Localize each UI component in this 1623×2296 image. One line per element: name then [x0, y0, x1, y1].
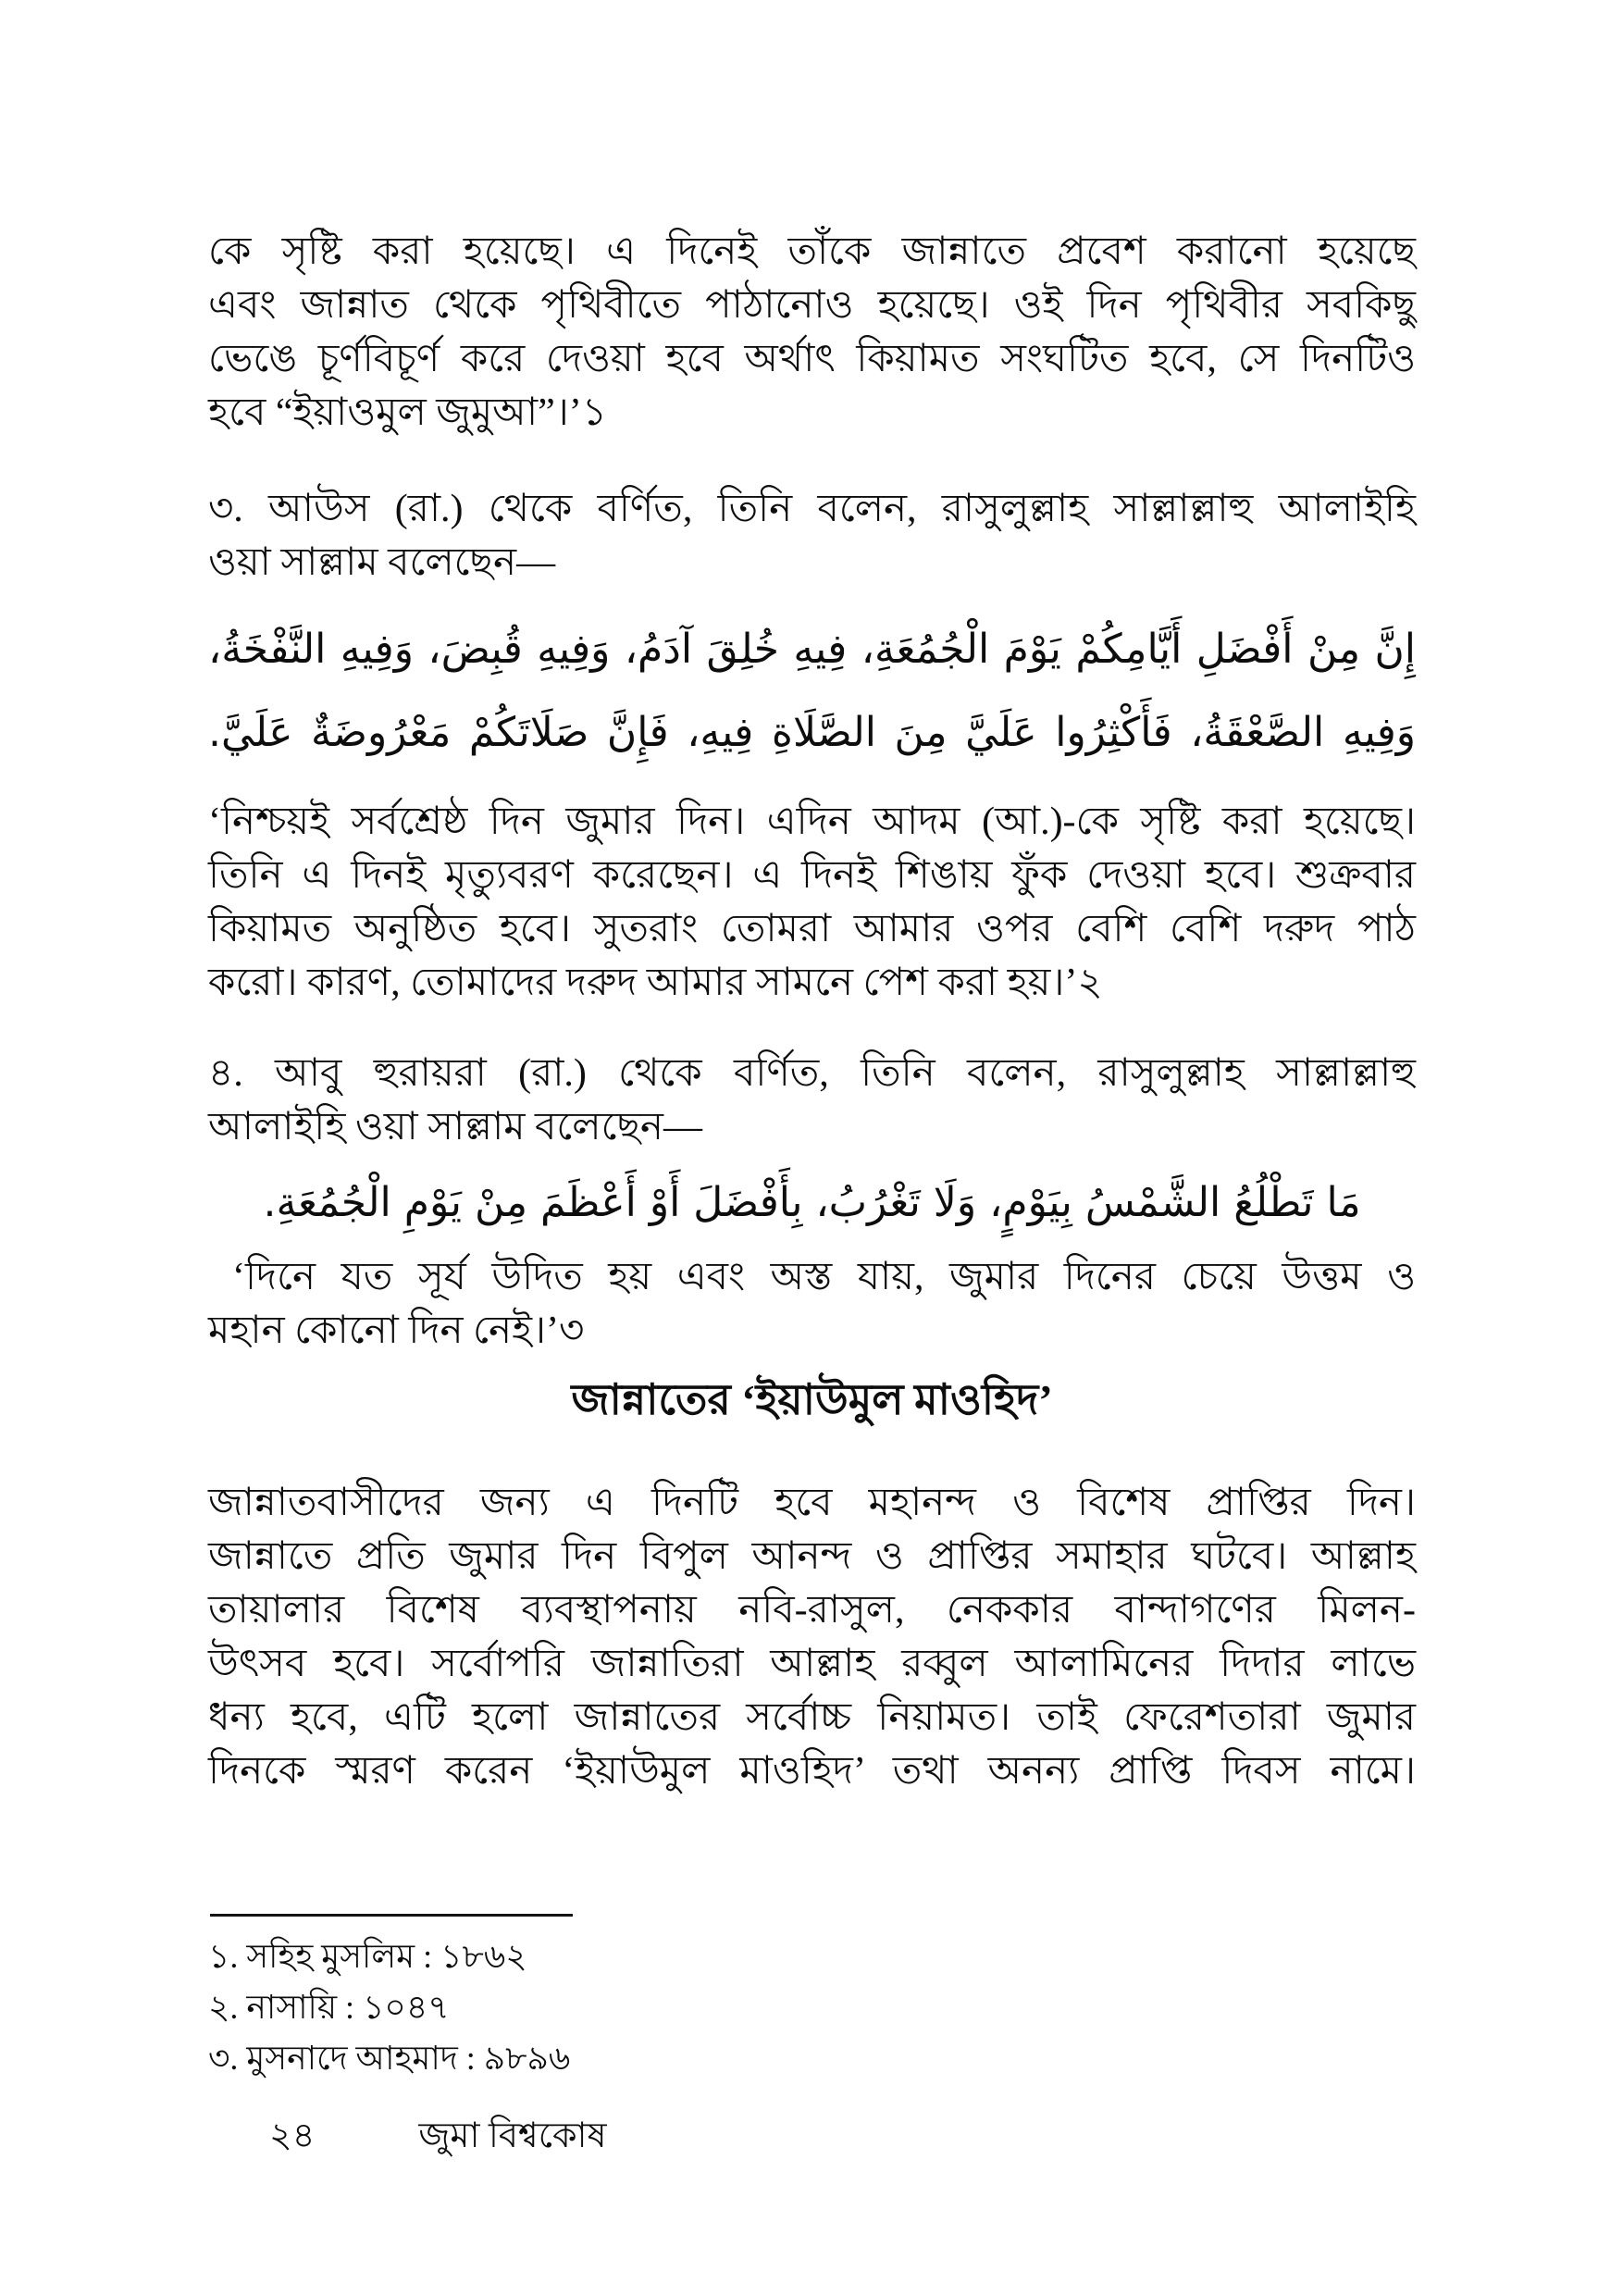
- text-line: এবং জান্নাত থেকে পৃথিবীতে পাঠানোও হয়েছে। ওই দিন পৃথিবীর সবকিছু: [208, 284, 1416, 327]
- arabic-quote-hadith-4: [208, 1161, 1416, 1245]
- text-line: মহান কোনো দিন নেই।’৩: [208, 1309, 585, 1352]
- text-line: ভেঙে চূর্ণবিচূর্ণ করে দেওয়া হবে অর্থাৎ কিয়ামত সংঘটিত হবে, সে দিনটিও: [208, 338, 1416, 380]
- text-line: তায়ালার বিশেষ ব্যবস্থাপনায় নবি-রাসুল, নেককার বান্দাগণের মিলন-: [208, 1589, 1416, 1632]
- text-line: দিনকে স্মরণ করেন ‘ইয়াউমুল মাওহিদ’ তথা অনন্য প্রাপ্তি দিবস নামে।: [208, 1750, 1416, 1793]
- paragraph-intro: [208, 225, 1416, 440]
- arabic-line: مَا تَطْلُعُ الشَّمْسُ بِيَوْمٍ، وَلَا تَغْرُبُ، بِأَفْضَلَ أَوْ أَعْظَمَ مِنْ يَوْمِ الْجُمُعَةِ.: [263, 1179, 1361, 1226]
- text-line: ৩. আউস (রা.) থেকে বর্ণিত, তিনি বলেন, রাসুলুল্লাহ সাল্লাল্লাহু আলাইহি: [208, 488, 1416, 530]
- text-line: ওয়া সাল্লাম বলেছেন—: [208, 541, 556, 584]
- book-title: জুমা বিশ্বকোষ: [418, 2116, 607, 2155]
- arabic-line: وَفِيهِ الصَّعْقَةُ، فَأَكْثِرُوا عَلَيَّ مِنَ الصَّلَاةِ فِيهِ، فَإِنَّ صَلَاتَكُمْ مَعْرُوضَةٌ عَلَيَّ.: [208, 709, 1416, 756]
- paragraph-hadith-4-translation: [208, 1250, 1416, 1358]
- text-line: ‘দিনে যত সূর্য উদিত হয় এবং অস্ত যায়, জুমার দিনের চেয়ে উত্তম ও: [232, 1256, 1416, 1298]
- arabic-quote-hadith-3: [208, 608, 1416, 775]
- footnote-divider: [210, 1914, 573, 1917]
- text-line: আলাইহি ওয়া সাল্লাম বলেছেন—: [208, 1106, 702, 1148]
- text-line: হবে “ইয়াওমুল জুমুআ”।’১: [208, 391, 608, 434]
- text-line: ধন্য হবে, এটি হলো জান্নাতের সর্বোচ্চ নিয়ামত। তাই ফেরেশতারা জুমার: [208, 1696, 1416, 1739]
- footnote-item: ২. নাসায়ি : ১০৪৭: [208, 1989, 450, 2026]
- footnote-item: ১. সহিহ মুসলিম : ১৮৬২: [208, 1938, 527, 1975]
- paragraph-hadith-3-intro: [208, 482, 1416, 590]
- page-number: ২৪: [269, 2116, 316, 2155]
- text-line: করো। কারণ, তোমাদের দরুদ আমার সামনে পেশ করা হয়।’২: [208, 962, 1103, 1004]
- page-footer: [208, 2112, 1416, 2160]
- text-line: কিয়ামত অনুষ্ঠিত হবে। সুতরাং তোমরা আমার ওপর বেশি বেশি দরুদ পাঠ: [208, 908, 1416, 950]
- footnote-item: ৩. মুসনাদে আহমাদ : ৯৮৯৬: [208, 2040, 571, 2077]
- paragraph-hadith-3-translation: [208, 795, 1416, 1010]
- section-heading: জান্নাতের ‘ইয়াউমুল মাওহিদ’: [571, 1376, 1053, 1423]
- text-line: জান্নাতে প্রতি জুমার দিন বিপুল আনন্দ ও প্রাপ্তির সমাহার ঘটবে। আল্লাহ: [208, 1535, 1416, 1578]
- text-line: ‘নিশ্চয়ই সর্বশ্রেষ্ঠ দিন জুমার দিন। এদিন আদম (আ.)-কে সৃষ্টি করা হয়েছে।: [208, 800, 1416, 843]
- text-line: তিনি এ দিনই মৃত্যুবরণ করেছেন। এ দিনই শিঙায় ফুঁক দেওয়া হবে। শুক্রবার: [208, 854, 1416, 897]
- text-line: জান্নাতবাসীদের জন্য এ দিনটি হবে মহানন্দ ও বিশেষ প্রাপ্তির দিন।: [208, 1482, 1416, 1524]
- text-line: উৎসব হবে। সর্বোপরি জান্নাতিরা আল্লাহ রব্বুল আলামিনের দিদার লাভে: [208, 1643, 1416, 1685]
- text-line: কে সৃষ্টি করা হয়েছে। এ দিনেই তাঁকে জান্নাতে প্রবেশ করানো হয়েছে: [208, 230, 1416, 273]
- text-line: ৪. আবু হুরায়রা (রা.) থেকে বর্ণিত, তিনি বলেন, রাসুলুল্লাহ সাল্লাল্লাহু: [208, 1052, 1416, 1095]
- paragraph-hadith-4-intro: [208, 1047, 1416, 1154]
- paragraph-jannah: [208, 1476, 1416, 1798]
- footnotes: [208, 1931, 1416, 2084]
- arabic-line: إِنَّ مِنْ أَفْضَلِ أَيَّامِكُمْ يَوْمَ الْجُمُعَةِ، فِيهِ خُلِقَ آدَمُ، وَفِيهِ قُبِضَ، وَفِيهِ النَّفْخَةُ،: [208, 626, 1416, 673]
